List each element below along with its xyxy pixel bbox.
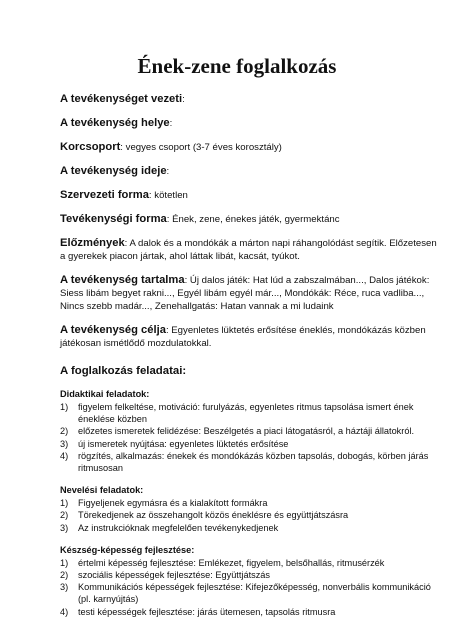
field-separator: : bbox=[166, 214, 173, 225]
list-item bbox=[60, 497, 442, 509]
item-number: 3) bbox=[60, 522, 69, 533]
section-educational bbox=[60, 484, 442, 534]
item-text: testi képességek fejlesztése: járás ütemesen, tapsolás ritmusra bbox=[78, 606, 336, 617]
field-separator: : bbox=[182, 94, 185, 105]
field-separator: : bbox=[166, 166, 170, 177]
field-value: kötetlen bbox=[154, 190, 188, 201]
field-separator: : bbox=[165, 325, 172, 336]
item-text: Kommunikációs képességek fejlesztése: Kifejezőképesség, nonverbális kommunikáció (pl. karnyújtás) bbox=[78, 582, 431, 605]
item-text: szociális képességek fejlesztése: Együttjátszás bbox=[78, 570, 271, 581]
list-item bbox=[60, 425, 442, 437]
list-item bbox=[60, 581, 442, 605]
list-item bbox=[60, 438, 442, 450]
educational-list bbox=[60, 497, 442, 534]
item-number: 2) bbox=[60, 426, 69, 437]
item-number: 1) bbox=[60, 498, 69, 509]
item-text: rögzítés, alkalmazás: énekek és mondókázás közben tapsolás, dobogás, körben járás ritmusosan bbox=[78, 450, 429, 474]
field-separator: : bbox=[184, 275, 190, 286]
field-content bbox=[60, 274, 442, 313]
field-label: A tevékenységet vezeti bbox=[60, 93, 183, 105]
item-text: új ismeretek nyújtása: egyenletes lüktetés erősítése bbox=[78, 438, 289, 449]
item-text: Az instrukcióknak megfelelően tevékenykedjenek bbox=[78, 522, 279, 533]
field-value: vegyes csoport (3-7 éves korosztály) bbox=[125, 142, 282, 153]
field-value: Új dalos játék: Hat lúd a zabszalmában..., Dalos játékok: Siess libám begyet rakni..., Egyél libám egyél már..., Mondókák: Réce, ruca vadliba..., Nincs szebb madár..., Zenehallgatás: Hatan vannak a mi ludaink bbox=[60, 275, 430, 312]
section-didactic bbox=[60, 388, 442, 474]
item-number: 2) bbox=[60, 510, 69, 521]
list-item bbox=[60, 569, 442, 581]
field-value: Egyenletes lüktetés erősítése éneklés, mondókázás közben játékosan ismétlődő mozdulatokkal. bbox=[60, 325, 426, 349]
field-label: Szervezeti forma bbox=[60, 189, 149, 201]
field-antecedents bbox=[60, 237, 442, 263]
section-title: Nevelési feladatok: bbox=[60, 485, 144, 496]
field-value: Ének, zene, énekes játék, gyermektánc bbox=[172, 214, 340, 225]
field-label: A tevékenység célja bbox=[60, 324, 166, 336]
item-number: 3) bbox=[60, 582, 69, 593]
field-goal bbox=[60, 324, 442, 350]
skills-list bbox=[60, 557, 442, 618]
list-item bbox=[60, 509, 442, 521]
field-label: Korcsoport bbox=[60, 141, 121, 153]
list-item bbox=[60, 401, 442, 425]
document-title: Ének-zene foglalkozás bbox=[137, 54, 337, 78]
field-leader bbox=[60, 93, 442, 106]
field-label: Előzmények bbox=[60, 237, 125, 249]
list-item bbox=[60, 450, 442, 474]
item-number: 3) bbox=[60, 438, 69, 449]
item-number: 4) bbox=[60, 606, 69, 617]
list-item bbox=[60, 606, 442, 618]
field-label: A tevékenység helye bbox=[60, 117, 170, 129]
item-text: Törekedjenek az összehangolt közös éneklésre és együttjátszásra bbox=[78, 510, 349, 521]
field-time bbox=[60, 165, 442, 178]
field-separator: : bbox=[148, 190, 155, 201]
field-label: Tevékenységi forma bbox=[60, 213, 167, 225]
field-organization-form bbox=[60, 189, 442, 202]
item-text: előzetes ismeretek felidézése: Beszélgetés a piaci látogatásról, a háztáji állatokról. bbox=[78, 426, 415, 437]
list-item bbox=[60, 522, 442, 534]
item-text: Figyeljenek egymásra és a kialakított formákra bbox=[78, 498, 268, 509]
tasks-heading: A foglalkozás feladatai: bbox=[60, 365, 187, 377]
item-number: 1) bbox=[60, 557, 69, 568]
field-activity-form bbox=[60, 213, 442, 226]
lesson-fields bbox=[60, 93, 442, 350]
item-text: figyelem felkeltése, motiváció: furulyázás, egyenletes ritmus tapsolása ismert ének éneklése közben bbox=[78, 402, 414, 425]
didactic-list bbox=[60, 401, 442, 474]
section-title: Didaktikai feladatok: bbox=[60, 389, 150, 399]
list-item bbox=[60, 557, 442, 569]
item-number: 2) bbox=[60, 570, 69, 581]
item-number: 4) bbox=[60, 450, 69, 461]
field-separator: : bbox=[124, 238, 130, 249]
field-value: A dalok és a mondókák a márton napi ráhangolódást segítik. Előzetesen a gyerekek piacon jártak, ahol láttak libát, kacsát, tyúkot. bbox=[60, 238, 437, 262]
field-separator: : bbox=[169, 118, 173, 129]
field-label: A tevékenység tartalma bbox=[60, 274, 185, 286]
section-title: Készség-képesség fejlesztése: bbox=[60, 544, 195, 555]
field-location bbox=[60, 117, 442, 130]
field-label: A tevékenység ideje bbox=[60, 165, 167, 177]
section-skills bbox=[60, 544, 442, 618]
item-number: 1) bbox=[60, 402, 69, 412]
field-age-group bbox=[60, 141, 442, 154]
item-text: értelmi képesség fejlesztése: Emlékezet, figyelem, belsőhallás, ritmusérzék bbox=[78, 557, 385, 568]
field-separator: : bbox=[120, 142, 126, 153]
